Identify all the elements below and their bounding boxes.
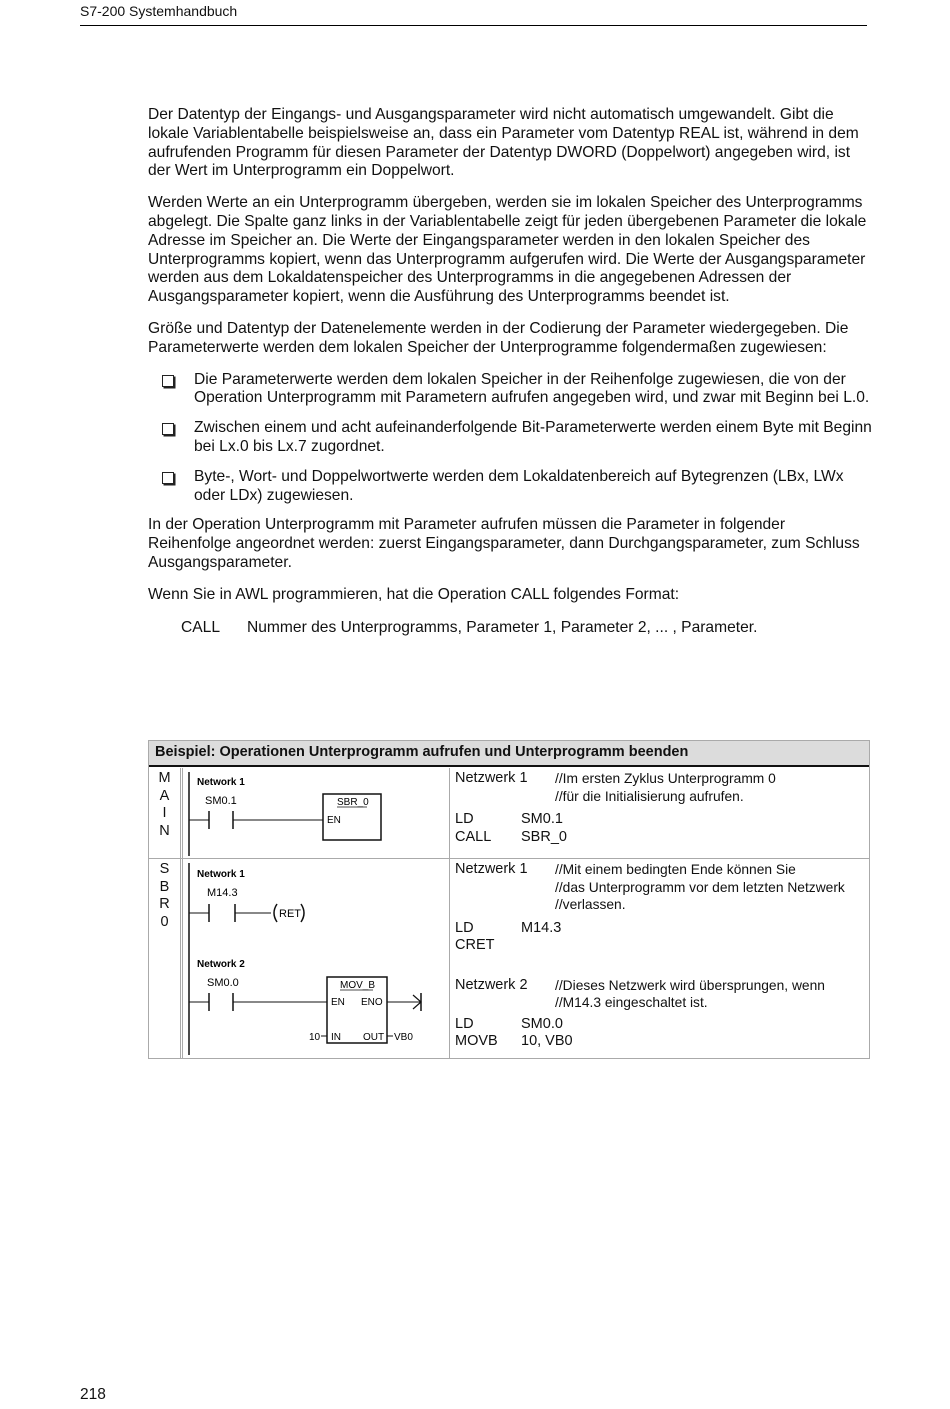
call-description: Nummer des Unterprogramms, Parameter 1, Parameter 2, ... , Parameter.	[247, 618, 758, 636]
stl-comment: //für die Initialisierung aufrufen.	[555, 788, 744, 804]
ladder-main-svg	[183, 768, 449, 858]
example-title: Beispiel: Operationen Unterprogramm aufrufen und Unterprogramm beenden	[149, 741, 869, 767]
stl-network: Netzwerk 1 //Im ersten Zyklus Unterprogramm 0 //für die Initialisierung aufrufen.	[455, 770, 776, 804]
network-label: Network 1	[197, 777, 245, 788]
stl-comment: //M14.3 eingeschaltet ist.	[555, 995, 708, 1010]
box-eno-label: ENO	[361, 997, 383, 1008]
coil-label: RET	[279, 908, 301, 920]
stl-comment: //Dieses Netzwerk wird übersprungen, wenn	[555, 977, 825, 993]
paragraph: Wenn Sie in AWL programmieren, hat die Operation CALL folgendes Format:	[148, 585, 680, 603]
stl-network: Netzwerk 1 //Mit einem bedingten Ende können Sie //das Unterprogramm vor dem letzten Netzwerk //verlassen.	[455, 861, 845, 912]
contact-label: SM0.0	[207, 977, 239, 989]
bullet-item	[148, 371, 872, 409]
header-title: S7-200 Systemhandbuch	[80, 3, 238, 19]
stl-instruction: CRET	[455, 937, 495, 953]
box-out-label: OUT	[363, 1032, 385, 1043]
stl-instruction: LD M14.3	[455, 919, 562, 936]
stl-code-sbr	[455, 861, 865, 1051]
call-keyword: CALL	[181, 618, 221, 636]
box-title: SBR_0	[337, 797, 369, 808]
box-en-label: EN	[331, 997, 345, 1008]
ladder-sbr-svg	[183, 859, 449, 1059]
call-format	[181, 619, 872, 638]
body-text	[148, 106, 872, 637]
contact-label: M14.3	[207, 887, 238, 899]
paragraph: In der Operation Unterprogramm mit Parameter aufrufen müssen die Parameter in folgender Reihenfolge angeordnet werden: zuerst Eingangsparameter, dann Durchgangsparameter, zum Schluss Ausgangsparameter.	[148, 516, 860, 571]
coil-right-icon	[301, 904, 304, 922]
out-value-label: VB0	[394, 1032, 413, 1043]
checkbox-bullet-icon	[162, 472, 174, 484]
row-label-sbr: S B R 0	[149, 859, 181, 1059]
running-header	[80, 3, 867, 26]
stl-instruction: LD SM0.1	[455, 811, 563, 827]
paragraph: Größe und Datentyp der Datenelemente werden in der Codierung der Parameter wiedergegeben. Die Parameterwerte werden dem lokalen Speicher der Unterprogramme folgendermaßen zugewiesen:	[148, 319, 849, 356]
example-row-main	[149, 768, 869, 859]
network-label: Network 1	[197, 869, 245, 880]
stl-network: Netzwerk 2 //Dieses Netzwerk wird übersprungen, wenn //M14.3 eingeschaltet ist.	[455, 976, 825, 1010]
bullet-text: Byte-, Wort- und Doppelwortwerte werden dem Lokaldatenbereich auf Bytegrenzen (LBx, LWx oder LDx) zugewiesen.	[194, 467, 844, 504]
page-number: 218	[80, 1386, 106, 1403]
bullet-text: Die Parameterwerte werden dem lokalen Speicher in der Reihenfolge zugewiesen, die von der Operation Unterprogramm mit Parametern aufrufen angegeben wird, und zwar mit Beginn bei L.0.	[194, 370, 870, 407]
stl-instruction: LD SM0.0	[455, 1015, 563, 1032]
stl-instruction: MOVB 10, VB0	[455, 1033, 573, 1049]
row-label-main: M A I N	[149, 768, 181, 858]
in-value-label: 10	[309, 1032, 321, 1043]
coil-left-icon	[274, 904, 277, 922]
checkbox-bullet-icon	[162, 423, 174, 435]
stl-comment: //Mit einem bedingten Ende können Sie	[555, 862, 796, 877]
stl-comment: //das Unterprogramm vor dem letzten Netzwerk	[555, 879, 845, 895]
stl-comment: //Im ersten Zyklus Unterprogramm 0	[555, 771, 776, 786]
stl-code-main	[455, 770, 865, 846]
box-title: MOV_B	[340, 980, 376, 991]
stl-comment: //verlassen.	[555, 897, 626, 912]
bullet-item	[148, 468, 872, 506]
checkbox-bullet-icon	[162, 375, 174, 387]
ladder-diagram-main	[182, 768, 450, 858]
contact-label: SM0.1	[205, 795, 237, 807]
ladder-diagram-sbr	[182, 859, 450, 1059]
paragraph: Werden Werte an ein Unterprogramm übergeben, werden sie im lokalen Speicher des Unterprogramms abgelegt. Die Spalte ganz links in der Variablentabelle zeigt für jeden übergebenen Parameter die lokale Adresse im Speicher an. Die Werte der Eingangsparameter werden in den lokalen Speicher des Unterprogramms kopiert, wenn das Unterprogramm aufgerufen wird. Die Werte der Ausgangsparameter werden aus dem Lokaldatenspeicher des Unterprogramms in die angegebenen Adressen der Ausgangsparameter kopiert, wenn die Ausführung des Unterprogramms beendet ist.	[148, 194, 867, 306]
box-in-label: IN	[331, 1032, 341, 1043]
bullet-list	[148, 371, 872, 506]
bullet-item	[148, 419, 872, 457]
paragraph: Der Datentyp der Eingangs- und Ausgangsparameter wird nicht automatisch umgewandelt. Gibt die lokale Variablentabelle beispielsweise an, dass ein Parameter vom Datentyp REAL ist, während in dem aufrufenden Programm für diesen Parameter der Datentyp DWORD (Doppelwort) angegeben wird, ist der Wert im Unterprogramm ein Doppelwort.	[148, 106, 859, 180]
network-label: Network 2	[197, 959, 245, 970]
bullet-text: Zwischen einem und acht aufeinanderfolgende Bit-Parameterwerte werden einem Byte mit Beginn bei Lx.0 bis Lx.7 zugordnet.	[194, 419, 872, 455]
stl-instruction: CALL SBR_0	[455, 828, 567, 845]
example-row-sbr	[149, 859, 869, 1059]
example-table	[148, 740, 870, 1059]
box-en-label: EN	[327, 815, 341, 826]
